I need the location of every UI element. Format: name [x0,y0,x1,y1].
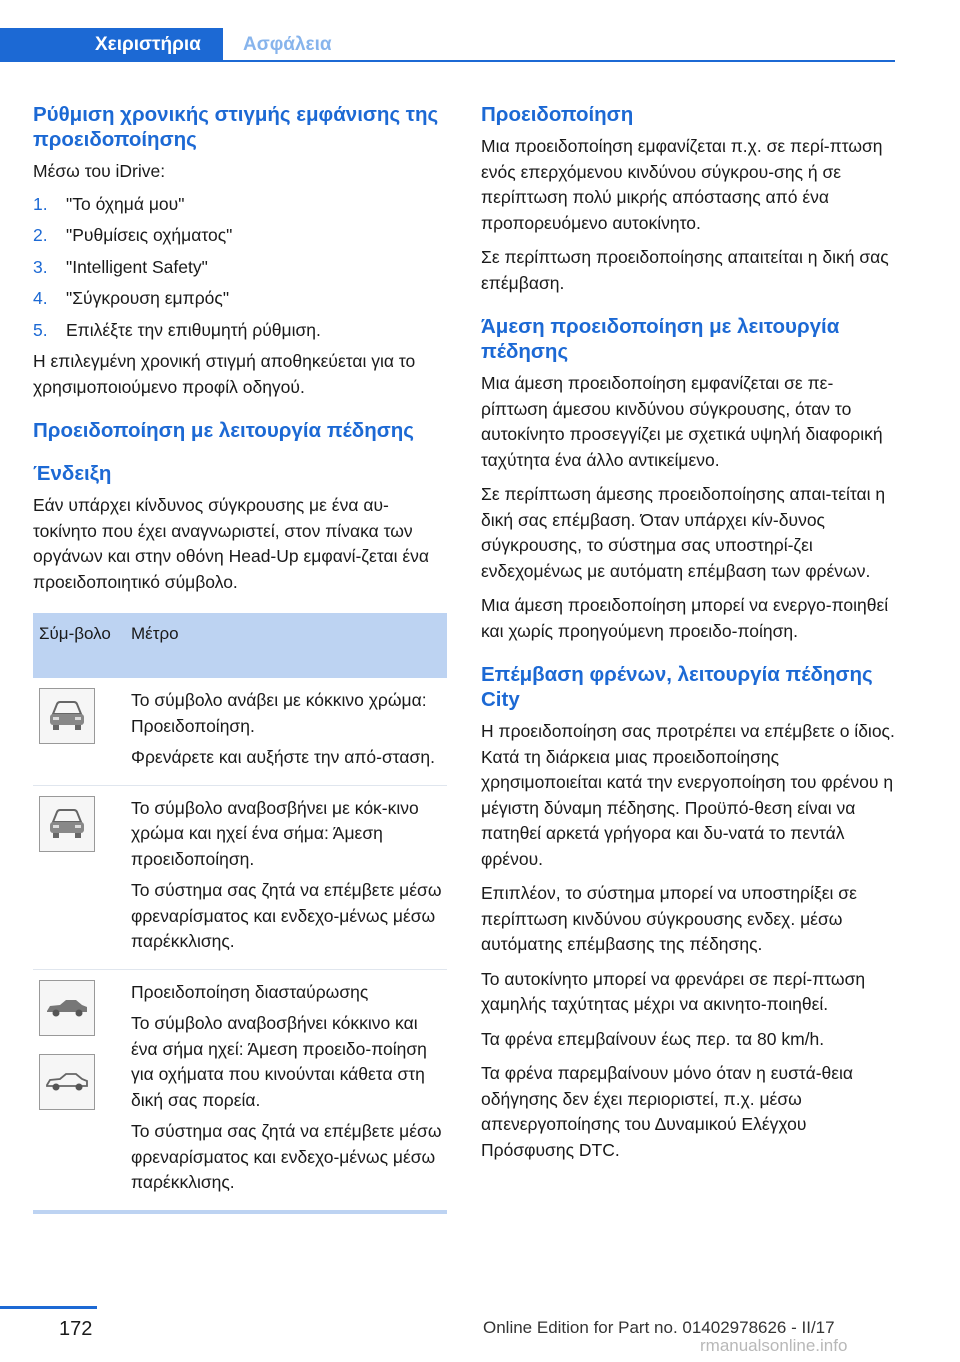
brake-text-5: Τα φρένα παρεμβαίνουν μόνο όταν η ευστά-θεια οδήγησης δεν έχει περιοριστεί, π.χ. μέσω απενεργοποίησης του Δυναμικού Ελέγχου Πρόσφυσης DTC. [481,1063,854,1160]
row3-text-2: Το σύμβολο αναβοσβήνει κόκκινο και ένα σήμα ηχεί: Άμεση προειδο-ποίηση για οχήματα που κινούνται κάθετα στη δική σας πορεία. [131,1013,427,1110]
step-item [33,192,447,218]
right-column [481,102,895,1163]
table-row [33,678,447,786]
car-side-cross-traffic-icon [39,1054,95,1110]
step-item [33,223,447,249]
row3-text-1: Προειδοποίηση διασταύρωσης [131,981,369,1002]
table-row [33,970,447,1210]
idrive-steps [33,192,447,344]
step-text: "Σύγκρουση εμπρός" [66,288,230,308]
warning-text-1: Μια προειδοποίηση εμφανίζεται π.χ. σε περί-πτωση ενός επερχόμενου κινδύνου σύγκρου-σης ή σε περίπτωση πολύ μικρής απόστασης από ένα προπορευόμενο αυτοκίνητο. [481,136,883,233]
step-number: 1. [33,193,48,214]
step-text: Επιλέξτε την επιθυμητή ρύθμιση. [66,319,321,340]
profile-note: Η επιλεγμένη χρονική στιγμή αποθηκεύεται για το χρησιμοποιούμενο προφίλ οδηγού. [33,351,416,397]
brake-text-2: Επιπλέον, το σύστημα μπορεί να υποστηρίξει σε περίπτωση κινδύνου σύγκρουσης ενδεχ. μέσω αυτόματης επέμβασης της πέδησης. [481,883,857,954]
header-measure: Μέτρο [131,624,179,643]
brake-text-1: Η προειδοποίηση σας προτρέπει να επέμβετε ο ίδιος. Κατά τη διάρκεια μιας προειδοποίησης χρησιμοποιείται κατά την ενεργοποίηση του φρένου η μέγιστη δύναμη πέδησης. Προϋπό-θεση είναι να πατηθεί αρκετά γρήγορα και δυ-νατά το πεντάλ φρένου. [481,721,895,869]
heading-brake-intervention: Επέμβαση φρένων, λειτουργία πέδησης City [481,663,873,711]
step-number: 2. [33,225,48,245]
step-number: 3. [33,256,48,277]
tab-controls[interactable]: Χειριστήρια [0,28,223,62]
heading-warning: Προειδοποίηση [481,103,634,126]
heading-immediate-warning: Άμεση προειδοποίηση με λειτουργία πέδησης [481,315,840,363]
step-text: "Το όχημά μου" [66,193,185,214]
idrive-intro: Μέσω του iDrive: [33,161,166,181]
step-item [33,318,447,344]
immediate-text-1: Μια άμεση προειδοποίηση εμφανίζεται σε πε-ρίπτωση άμεσου κινδύνου σύγκρουσης, όταν το αυτοκίνητο προσεγγίζει με σχετικά υψηλή διαφορική ταχύτητα ένα άλλο αντικείμενο. [481,373,883,470]
indicator-description: Εάν υπάρχει κίνδυνος σύγκρουσης με ένα αυ-τοκίνητο που έχει αναγνωριστεί, στον πίνακα των οργάνων και στην οθόνη Head-Up εμφανί-ζεται ένα προειδοποιητικό σύμβολο. [33,495,430,592]
tab-safety[interactable]: Ασφάλεια [243,34,332,55]
warning-text-2: Σε περίπτωση προειδοποίησης απαιτείται η δική σας επέμβαση. [481,247,889,293]
step-number: 4. [33,288,48,308]
row3-text-3: Το σύστημα σας ζητά να επέμβετε μέσω φρεναρίσματος και ενδεχο-μένως μέσω παρέκκλισης. [131,1121,442,1192]
step-text: "Intelligent Safety" [66,256,208,277]
table-row [33,786,447,970]
car-side-cross-traffic-icon [39,980,95,1036]
brake-text-4: Τα φρένα επεμβαίνουν έως περ. τα 80 km/h. [481,1028,825,1049]
edition-note: Online Edition for Part no. 01402978626 - II/17 [483,1318,835,1337]
symbol-table [33,613,447,1214]
row1-text-2: Φρενάρετε και αυξήστε την από-σταση. [131,747,435,767]
row2-text-2: Το σύστημα σας ζητά να επέμβετε μέσω φρεναρίσματος και ενδεχο-μένως μέσω παρέκκλισης. [131,880,442,951]
header-symbol: Σύμ-βολο [39,624,111,643]
footer-rule [0,1306,97,1309]
heading-indicator: Ένδειξη [33,462,112,485]
tab-underline [223,60,895,62]
row1-text-1: Το σύμβολο ανάβει με κόκκινο χρώμα: Προειδοποίηση. [131,690,427,736]
heading-braking-warning: Προειδοποίηση με λειτουργία πέδησης [33,419,414,442]
step-text: "Ρυθμίσεις οχήματος" [66,225,233,245]
left-column [33,102,447,1214]
immediate-text-2: Σε περίπτωση άμεσης προειδοποίησης απαι-τείται η δική σας επέμβαση. Όταν υπάρχει κίν-δυνος σύγκρουσης, το σύστημα σας υποστηρί-ζει ενδεχομένως με αυτόματη επέμβαση των φρένων. [481,484,886,581]
step-item [33,286,447,312]
car-front-warning-icon [39,796,95,852]
step-item [33,255,447,281]
row2-text-1: Το σύμβολο αναβοσβήνει με κόκ-κινο χρώμα και ηχεί ένα σήμα: Άμεση προειδοποίηση. [131,797,419,869]
heading-warning-timing: Ρύθμιση χρονικής στιγμής εμφάνισης της προειδοποίησης [33,103,439,151]
watermark: rmanualsonline.info [700,1336,848,1355]
brake-text-3: Το αυτοκίνητο μπορεί να φρενάρει σε περί-πτωση χαμηλής ταχύτητας μέχρι να ακινητο-ποιηθεί. [481,968,866,1014]
header-tabs [0,28,895,62]
step-number: 5. [33,319,48,340]
immediate-text-3: Μια άμεση προειδοποίηση μπορεί να ενεργο-ποιηθεί και χωρίς προηγούμενη προειδο-ποίηση. [481,595,889,641]
symbol-table-header [33,613,447,678]
page-number: 172 [59,1318,93,1340]
car-front-warning-icon [39,688,95,744]
